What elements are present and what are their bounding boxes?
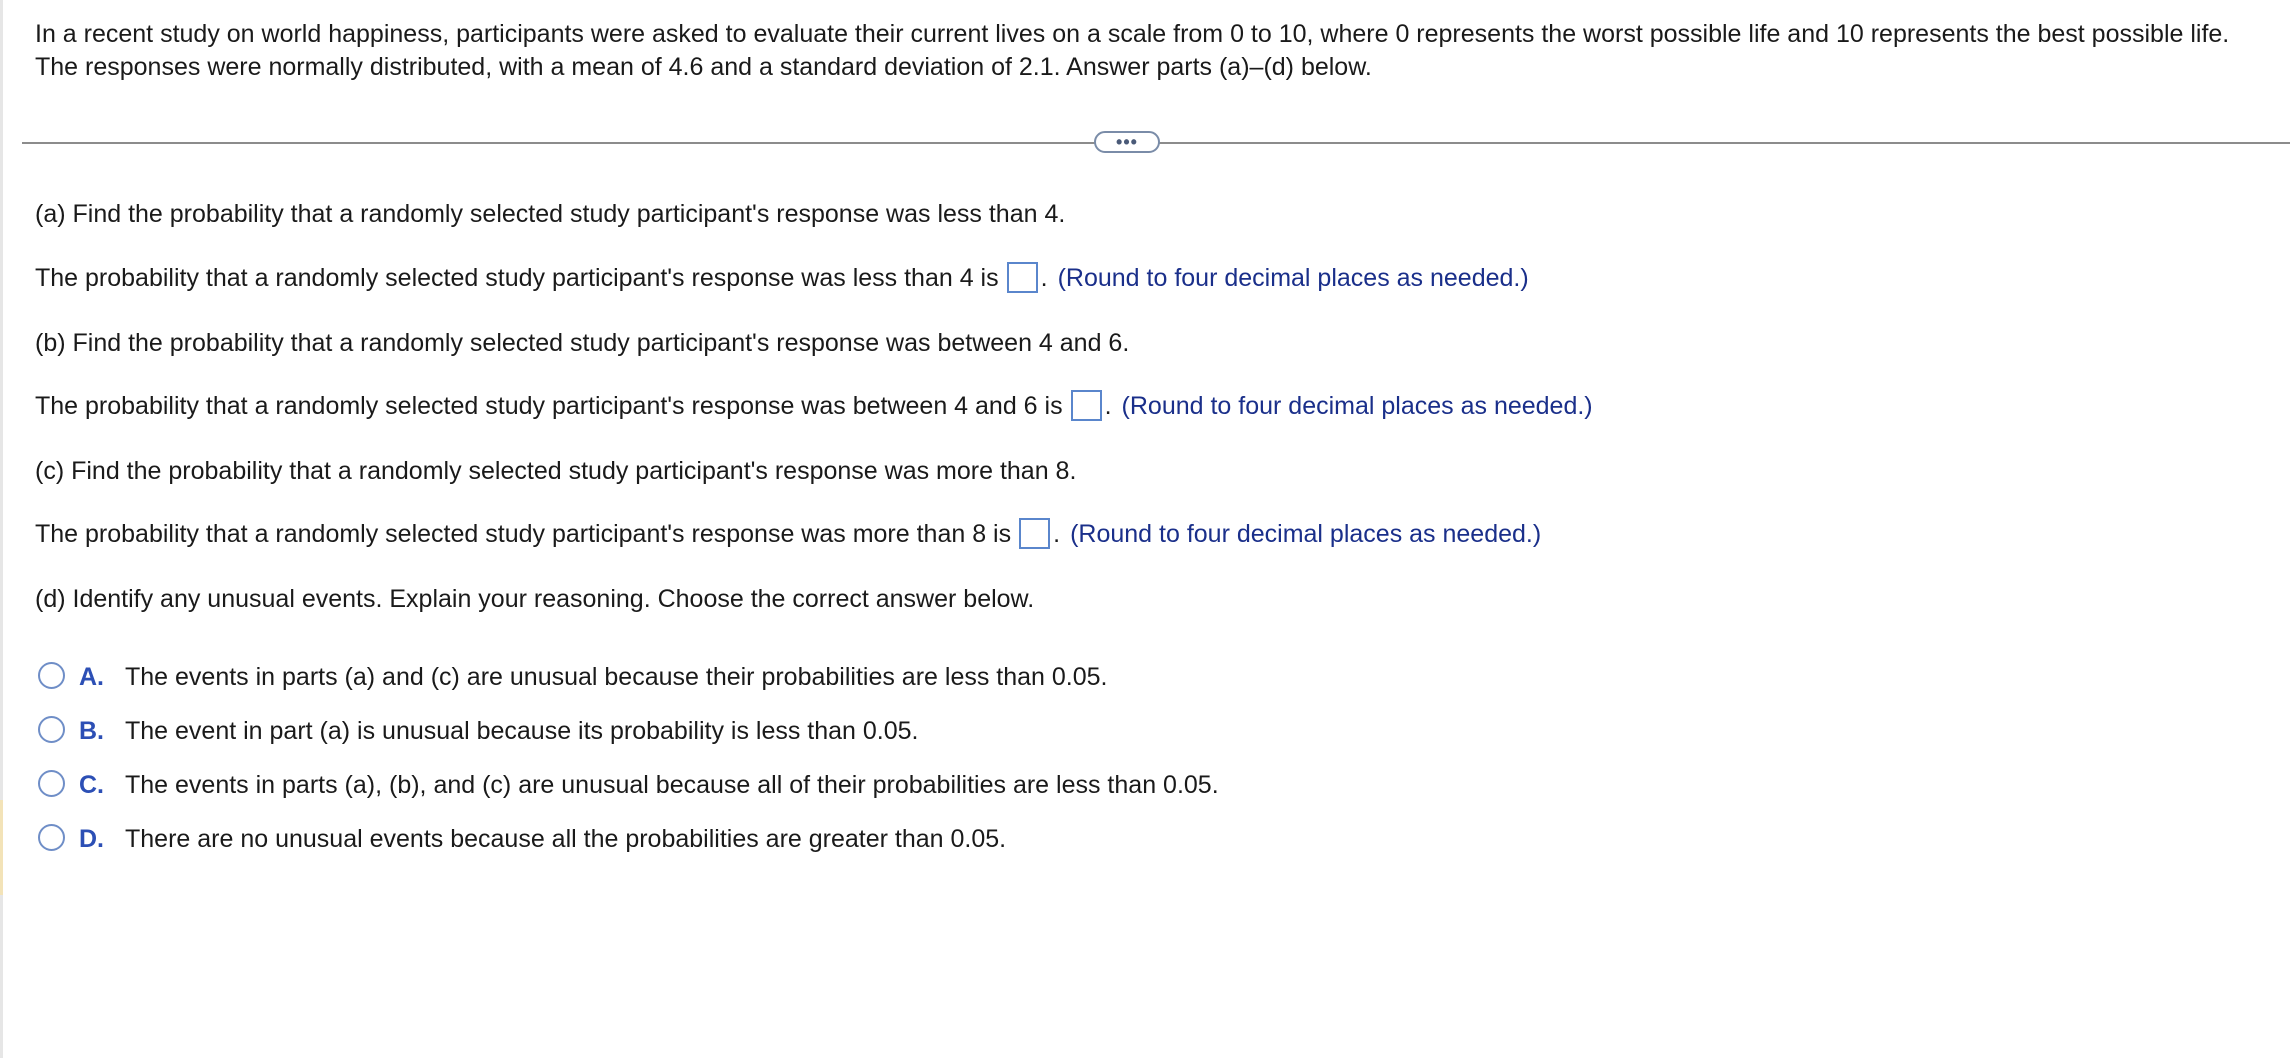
part-a-answer-input[interactable] [1007,262,1038,293]
part-b-answer-prefix: The probability that a randomly selected study participant's response was between 4 and 6 is [35,392,1063,420]
choice-c-letter: C. [79,771,104,799]
choice-b-letter: B. [79,717,104,745]
choice-a-radio[interactable] [38,662,65,689]
part-c-answer-line [35,518,1541,551]
part-c-answer-suffix: . [1053,520,1061,548]
part-c-answer-input[interactable] [1019,518,1050,549]
choice-a[interactable] [38,661,1108,693]
part-b-answer-input[interactable] [1071,390,1102,421]
choice-d-letter: D. [79,825,104,853]
part-c-rounding-hint: (Round to four decimal places as needed.) [1070,520,1542,548]
part-c-question: (c) Find the probability that a randomly selected study participant's response was more than 8. [35,457,1077,485]
expand-more-button[interactable]: ••• [1094,131,1160,153]
part-c-answer-prefix: The probability that a randomly selected study participant's response was more than 8 is [35,520,1012,548]
choice-c[interactable] [38,769,1219,801]
left-edge-rule [0,0,3,1058]
choice-d-radio[interactable] [38,824,65,851]
part-b-rounding-hint: (Round to four decimal places as needed.) [1121,392,1593,420]
part-a-answer-line [35,262,1529,295]
choice-b[interactable] [38,715,919,747]
choice-d-text: There are no unusual events because all the probabilities are greater than 0.05. [125,825,1007,853]
choice-b-radio[interactable] [38,716,65,743]
part-a-rounding-hint: (Round to four decimal places as needed.) [1057,264,1529,292]
problem-statement: In a recent study on world happiness, participants were asked to evaluate their current lives on a scale from 0 to 10, where 0 represents the worst possible life and 10 represents the best possible life. The responses were normally distributed, with a mean of 4.6 and a standard deviation of 2.1. Answer parts (a)–(d) below. [35,20,2230,81]
part-b-answer-suffix: . [1104,392,1112,420]
part-a-answer-suffix: . [1040,264,1048,292]
part-d-question: (d) Identify any unusual events. Explain your reasoning. Choose the correct answer below. [35,585,1035,613]
left-edge-accent [0,800,3,895]
choice-b-text: The event in part (a) is unusual because its probability is less than 0.05. [125,717,919,745]
choice-a-text: The events in parts (a) and (c) are unusual because their probabilities are less than 0.05. [125,663,1108,691]
part-b-answer-line [35,390,1593,423]
choice-d[interactable] [38,823,1006,855]
choice-a-letter: A. [79,663,104,691]
choice-c-radio[interactable] [38,770,65,797]
choice-c-text: The events in parts (a), (b), and (c) are unusual because all of their probabilities are less than 0.05. [125,771,1219,799]
part-a-answer-prefix: The probability that a randomly selected study participant's response was less than 4 is [35,264,999,292]
part-b-question: (b) Find the probability that a randomly selected study participant's response was between 4 and 6. [35,329,1130,357]
part-a-question: (a) Find the probability that a randomly selected study participant's response was less than 4. [35,200,1066,228]
